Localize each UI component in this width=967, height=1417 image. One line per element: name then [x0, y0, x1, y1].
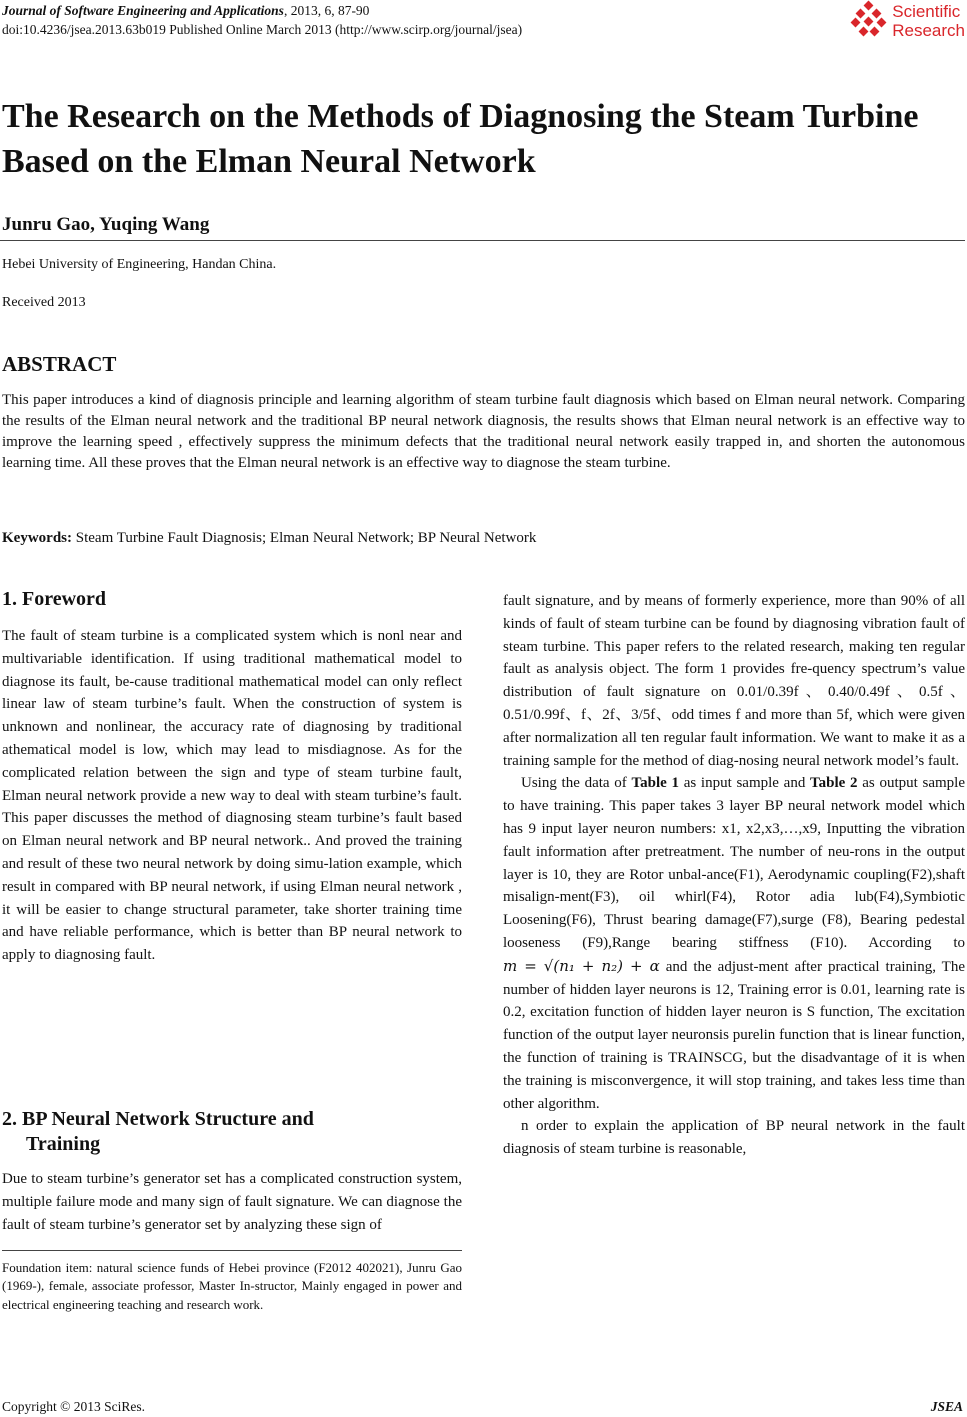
right-paragraph-1: fault signature, and by means of formerly experience, more than 90% of all kinds of fault of steam turbine can be found by diagnosing vibration fault of steam turbine. This paper refers to the related research, making ten regular fault as analysis object. The form 1 provides fre-quency spectrum’s value distribution of fault signature on 0.01/0.39f、0.40/0.49f、0.5f、0.51/0.99f、f、2f、3/5f、odd times f and more than 5f, which were given after normalization all ten regular fault information. We want to make it as a training sample for the method of diag-nosing neural network model’s fault.	[503, 593, 965, 769]
logo-text-line2: Research	[892, 21, 965, 40]
logo-diamond-icon	[852, 2, 886, 36]
keywords	[2, 530, 536, 547]
table-1-link[interactable]: Table 1	[631, 775, 679, 792]
section-1-heading: 1. Foreword	[2, 588, 107, 610]
journal-name: Journal of Software Engineering and Applications	[2, 3, 284, 18]
affiliation: Hebei University of Engineering, Handan China.	[2, 257, 277, 272]
section-2-heading	[2, 1107, 314, 1157]
logo-text-line1: Scientific	[892, 2, 961, 21]
right-column-body	[503, 590, 965, 1161]
section-1-paragraph: The fault of steam turbine is a complicated system which is nonl near and multivariable identification. If using traditional mathematical model to diagnose its fault, be-cause traditional mathematical model can only reflect linear law of steam turbine’s fault. When the construction of system is unknown and nonlinear, the accuracy rate of diagnosing by traditional athematical model is low, which may lead to misdiagnose. As for the complicated relation between the sign and type of steam turbine fault, Elman neural network provide a new way to deal with steam turbine’s fault. This paper discusses the method of diagnosing steam turbine’s fault based on Elman neural network and BP neural network.. And proved the training and result of these two neural network by doing simu-lation example, which result in compared with BP neural network, if using Elman neural network , it will be easier to change structural parameter, take shorter training time and have reliable performance, which is better than BP neural network to apply to diagnosing fault.	[2, 628, 462, 964]
table-2-link[interactable]: Table 2	[810, 775, 858, 792]
journal-abbrev: JSEA	[930, 1399, 963, 1414]
section-2-paragraph: Due to steam turbine’s generator set has a complicated construction system, multiple failure mode and many sign of fault signature. We can diagnose the fault of steam turbine’s generator set by analyzing these sign of	[2, 1171, 462, 1233]
copyright: Copyright © 2013 SciRes.	[2, 1399, 146, 1414]
keywords-label: Keywords:	[2, 530, 72, 546]
keywords-text: Steam Turbine Fault Diagnosis; Elman Neural Network; BP Neural Network	[72, 530, 537, 546]
abstract-heading: ABSTRACT	[2, 352, 117, 376]
title-divider	[0, 240, 965, 241]
journal-issue: , 2013, 6, 87-90	[283, 3, 370, 18]
abstract-text: This paper introduces a kind of diagnosis principle and learning algorithm of steam turbine fault diagnosis which based on Elman neural network. Comparing the results of the Elman neural network and the traditional BP neural network diagnosis, the results shows that Elman neural network is an effective way to improve the learning speed , effectively suppress the minimum defects that the traditional neural network easily trapped in, and shorten the autonomous learning time. All these proves that the Elman neural network is an effective way to diagnose the steam turbine.	[2, 392, 965, 471]
section-2-heading-line2: Training	[26, 1133, 101, 1155]
section-2-body	[2, 1168, 462, 1236]
section-2-heading-line1: 2. BP Neural Network Structure and	[2, 1108, 314, 1130]
hidden-layer-formula: m = √(n₁ + n₂) + α	[503, 956, 660, 975]
section-1-body	[2, 625, 462, 967]
doi-line: doi:10.4236/jsea.2013.63b019 Published Online March 2013 (http://www.scirp.org/journal/jsea)	[2, 22, 523, 37]
received-date: Received 2013	[2, 295, 86, 310]
journal-citation	[2, 2, 369, 20]
publisher-logo	[852, 2, 965, 40]
footnote: Foundation item: natural science funds of Hebei province (F2012 402021), Junru Gao (1969-), female, associate professor, Master In-structor, Mainly engaged in power and electrical engineering teaching and research work.	[2, 1260, 462, 1312]
right-paragraph-3: n order to explain the application of BP neural network in the fault diagnosis of steam turbine is reasonable,	[503, 1118, 965, 1158]
footnote-divider	[2, 1250, 462, 1251]
paper-authors: Junru Gao, Yuqing Wang	[2, 214, 210, 235]
right-paragraph-2: Using the data of Table 1 as input sample and Table 2 as output sample to have training. This paper takes 3 layer BP neural network model which has 9 input layer neuron numbers: x1, x2,x3,…,x9, Inputting the vibration fault information after pretreatment. The number of neu-rons in the output layer is 10, they are Rotor unbal-ance(F1), Aerodynamic coupling(F2),shaft misalign-ment(F3), oil whirl(F4), Rotor adia lub(F4),Symbiotic Loosening(F6), Thrust bearing damage(F7),surge (F8), Bearing pedestal looseness (F9),Range bearing stiffness (F10). According to m = √(n₁ + n₂) + α and the adjust-ment after practical training, The number of hidden layer neurons is 12, Training error is 0.01, learning rate is 0.2, excitation function of hidden layer neuron is S function, The excitation function of the output layer neuronsis purelin function that is linear function, the function of training is TRAINSCG, but the disadvantage of it is when the training is misconvergence, it will stop training, and takes less time than other algorithm.	[503, 775, 965, 1112]
paper-title: The Research on the Methods of Diagnosing the Steam Turbine Based on the Elman Neural Network	[2, 98, 919, 180]
